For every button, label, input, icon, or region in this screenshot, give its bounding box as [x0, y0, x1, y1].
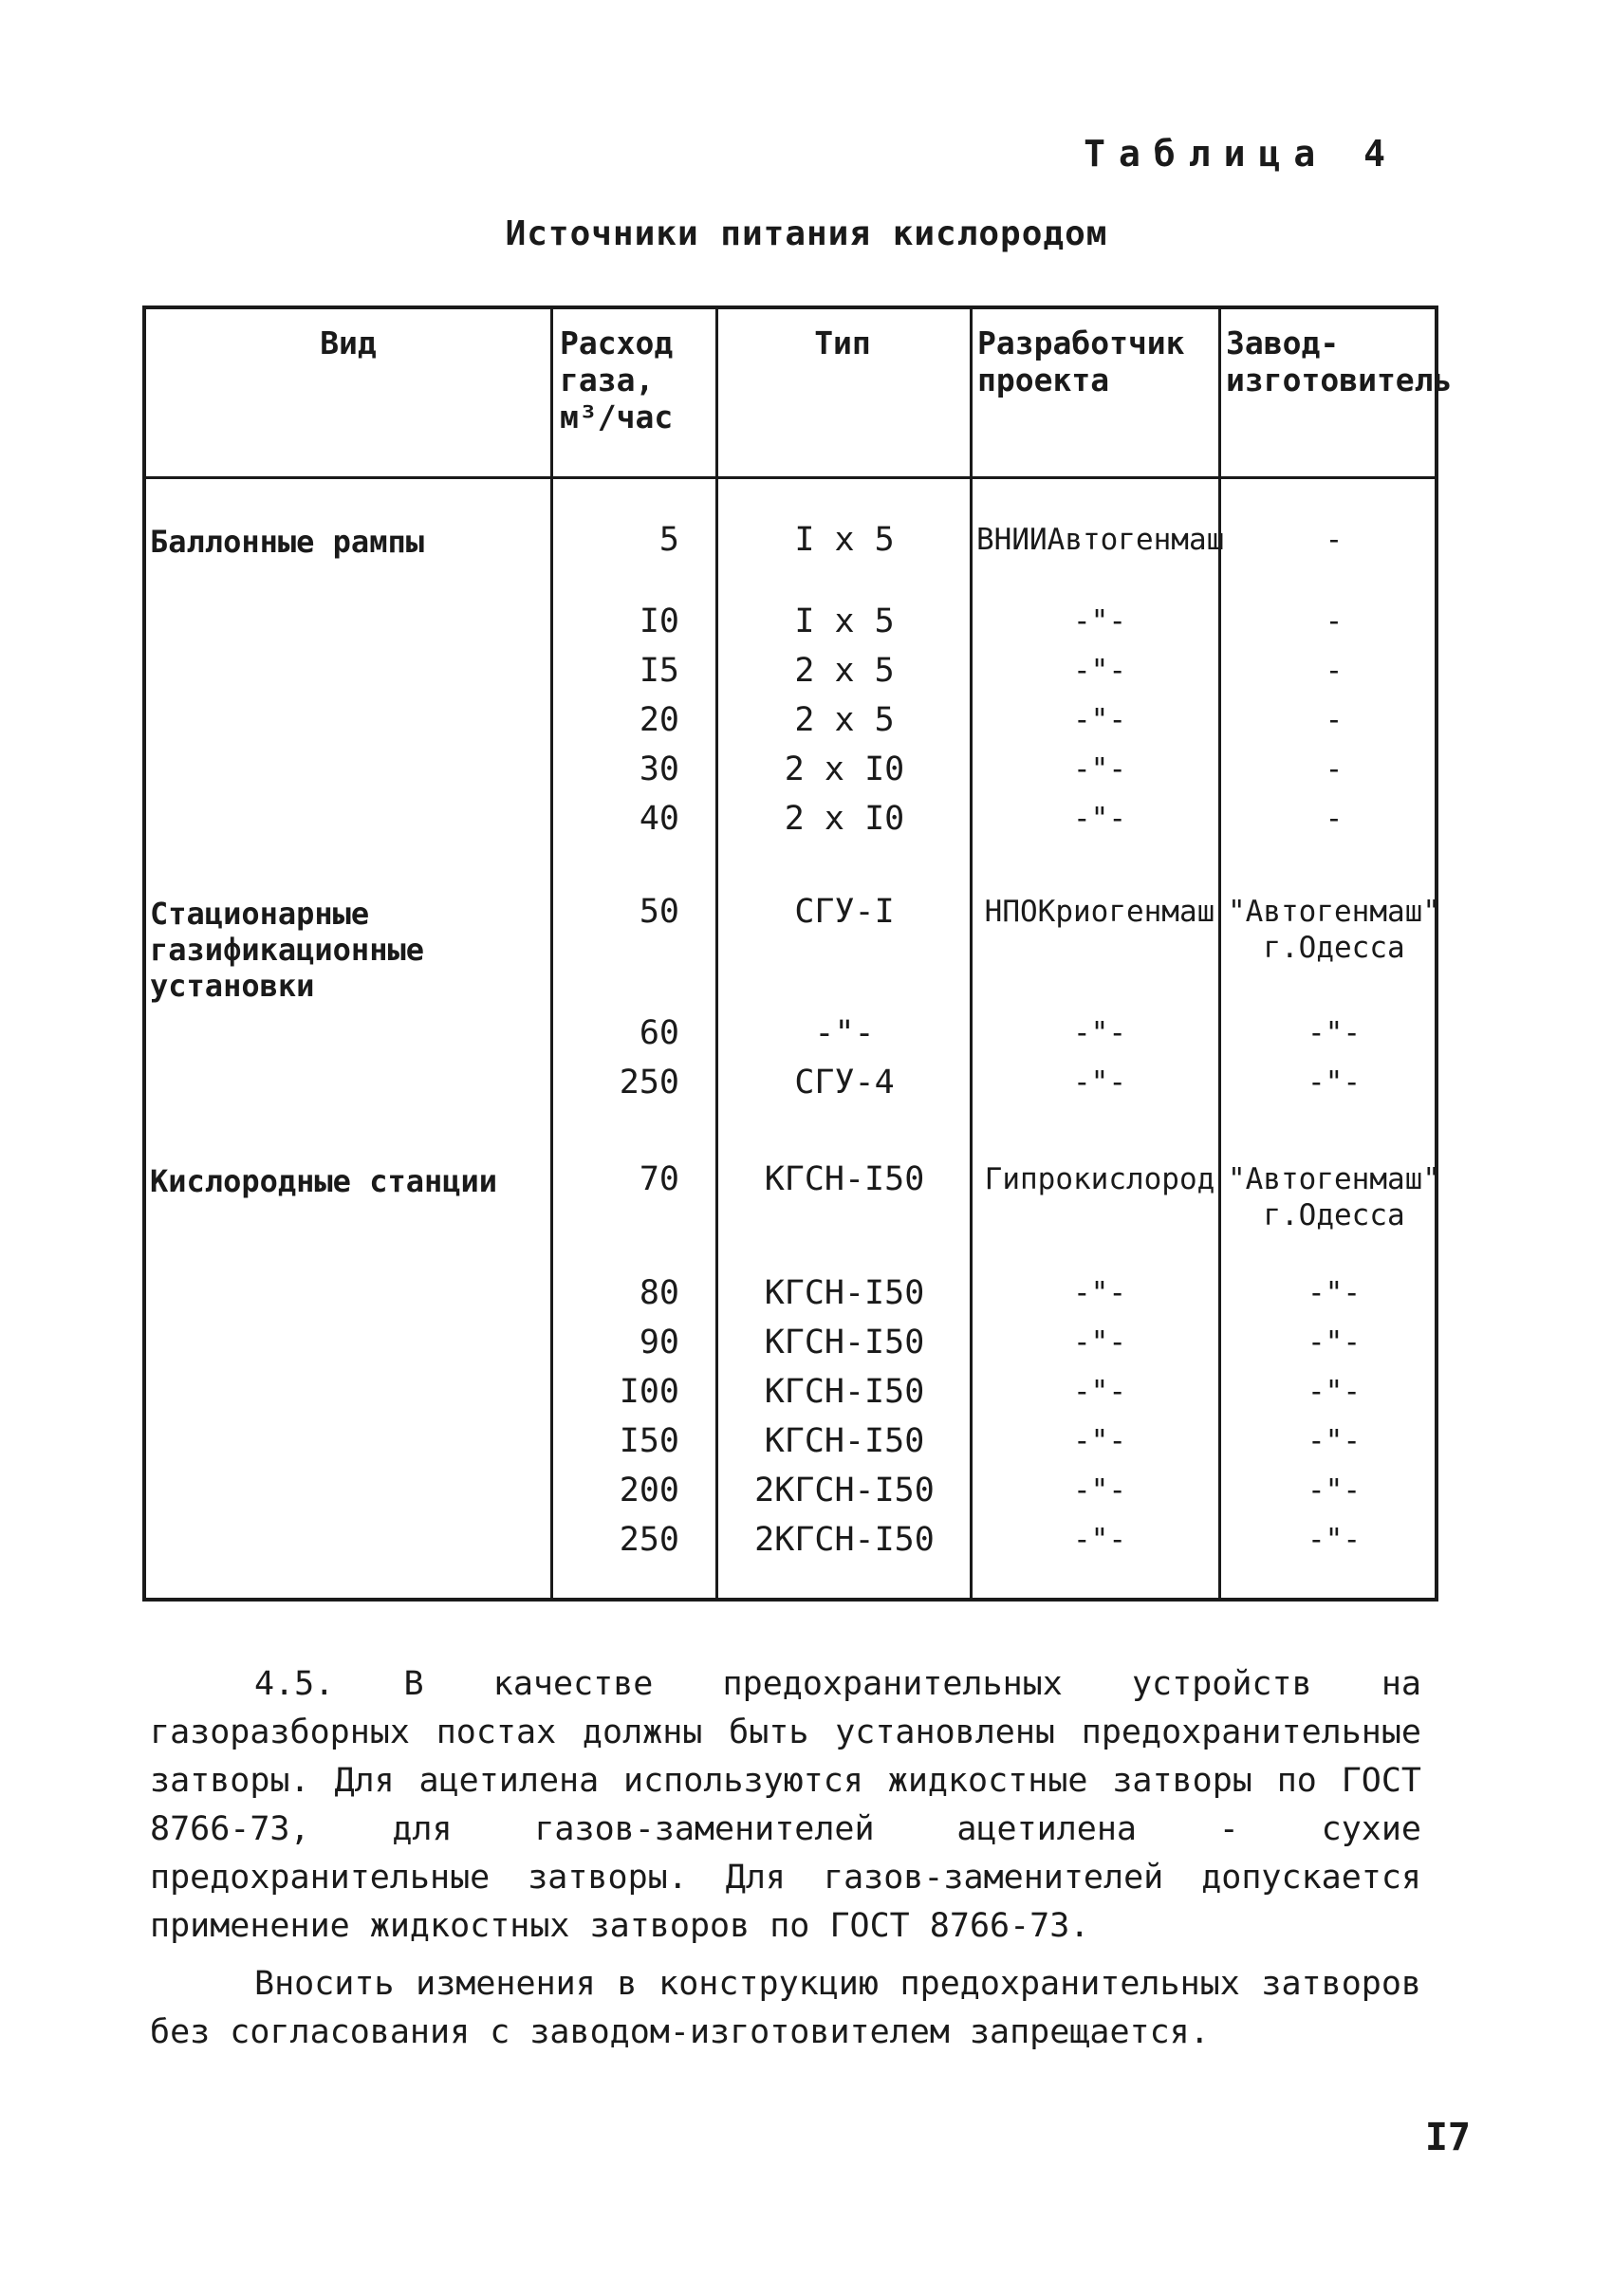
manufacturer-cell: "Автогенмаш" г.Одесса [1228, 895, 1440, 965]
developer-cell: -"- [1073, 1473, 1126, 1508]
type-cell: -"- [814, 1014, 875, 1052]
developer-cell: -"- [1073, 654, 1126, 688]
paragraph-text: 4.5. В качестве предохранительных устройств на газоразборных постах должны быть установлены предохранительные затворы. Для ацетилена используются жидкостные затворы по ГОСТ 8766-73, для газов-заменителей ацетилена - сухие предохранительные затворы. Для газов-заменителей допускается применение жидкостных затворов по ГОСТ 8766-73. [150, 1665, 1421, 1945]
developer-cell: -"- [1073, 1375, 1126, 1409]
type-cell: 2КГСН-I50 [754, 1521, 935, 1559]
manufacturer-cell: -"- [1307, 1473, 1361, 1508]
gas-flow-cell: 20 [639, 701, 679, 739]
developer-cell: ВНИИАвтогенмаш [976, 523, 1225, 557]
type-cell: I x 5 [794, 521, 895, 559]
type-cell: 2 x I0 [784, 800, 905, 838]
manufacturer-cell: -"- [1307, 1325, 1361, 1360]
developer-cell: -"- [1073, 1325, 1126, 1360]
source-kind: Баллонные рампы [150, 524, 424, 560]
paragraph-note [150, 1960, 1421, 2057]
gas-flow-cell: 200 [619, 1472, 679, 1509]
header-developer: Разработчик проекта [977, 324, 1185, 398]
developer-cell: -"- [1073, 1016, 1126, 1050]
manufacturer-cell: - [1325, 523, 1344, 557]
developer-cell: -"- [1073, 1065, 1126, 1100]
table-label: Таблица 4 [1084, 133, 1399, 175]
type-cell: КГСН-I50 [764, 1274, 925, 1312]
developer-cell: -"- [1073, 802, 1126, 836]
type-cell: 2 x I0 [784, 750, 905, 788]
type-cell: КГСН-I50 [764, 1160, 925, 1198]
gas-flow-cell: 80 [639, 1274, 679, 1312]
source-kind: Кислородные станции [150, 1163, 498, 1199]
type-cell: I x 5 [794, 602, 895, 640]
manufacturer-cell: "Автогенмаш" г.Одесса [1228, 1162, 1440, 1232]
type-cell: 2 x 5 [794, 652, 895, 690]
paragraph-text: Вносить изменения в конструкцию предохранительных затворов без согласования с заводом-изготовителем запрещается. [150, 1965, 1421, 2051]
manufacturer-cell: - [1325, 752, 1344, 787]
paragraph-4-5 [150, 1660, 1421, 1951]
gas-flow-cell: I5 [639, 652, 679, 690]
column-divider [970, 309, 973, 1598]
manufacturer-cell: -"- [1307, 1523, 1361, 1557]
type-cell: 2 x 5 [794, 701, 895, 739]
table-title: Источники питания кислородом [505, 214, 1108, 253]
manufacturer-cell: - [1325, 604, 1344, 639]
manufacturer-cell: -"- [1307, 1424, 1361, 1458]
header-kind: Вид [320, 324, 377, 361]
type-cell: 2КГСН-I50 [754, 1472, 935, 1509]
developer-cell: -"- [1073, 1523, 1126, 1557]
developer-cell: НПОКриогенмаш [984, 895, 1215, 929]
developer-cell: -"- [1073, 1276, 1126, 1310]
type-cell: КГСН-I50 [764, 1422, 925, 1460]
header-manufacturer: Завод-изготовитель [1226, 324, 1453, 398]
type-cell: СГУ-I [794, 893, 895, 931]
manufacturer-cell: - [1325, 654, 1344, 688]
manufacturer-cell: -"- [1307, 1276, 1361, 1310]
gas-flow-cell: 30 [639, 750, 679, 788]
gas-flow-cell: 50 [639, 893, 679, 931]
column-divider [715, 309, 718, 1598]
developer-cell: -"- [1073, 604, 1126, 639]
type-cell: КГСН-I50 [764, 1324, 925, 1361]
gas-flow-cell: I50 [619, 1422, 679, 1460]
gas-flow-cell: 250 [619, 1064, 679, 1102]
gas-flow-cell: 40 [639, 800, 679, 838]
gas-flow-cell: 5 [658, 521, 679, 559]
manufacturer-cell: -"- [1307, 1016, 1361, 1050]
manufacturer-cell: -"- [1307, 1375, 1361, 1409]
header-type: Тип [814, 324, 871, 361]
manufacturer-cell: - [1325, 802, 1344, 836]
gas-flow-cell: 250 [619, 1521, 679, 1559]
manufacturer-cell: - [1325, 703, 1344, 737]
gas-flow-cell: I00 [619, 1373, 679, 1411]
header-divider [146, 476, 1435, 479]
type-cell: СГУ-4 [794, 1064, 895, 1102]
developer-cell: -"- [1073, 1424, 1126, 1458]
column-divider [550, 309, 553, 1598]
gas-flow-cell: 90 [639, 1324, 679, 1361]
source-kind: Стационарные газификационные установки [150, 896, 424, 1004]
data-table [142, 306, 1453, 1602]
gas-flow-cell: 60 [639, 1014, 679, 1052]
type-cell: КГСН-I50 [764, 1373, 925, 1411]
developer-cell: -"- [1073, 752, 1126, 787]
gas-flow-cell: I0 [639, 602, 679, 640]
header-flow: Расход газа, м³/час [560, 324, 674, 435]
manufacturer-cell: -"- [1307, 1065, 1361, 1100]
developer-cell: Гипрокислород [984, 1162, 1215, 1196]
page-number: I7 [1424, 2116, 1471, 2159]
gas-flow-cell: 70 [639, 1160, 679, 1198]
developer-cell: -"- [1073, 703, 1126, 737]
